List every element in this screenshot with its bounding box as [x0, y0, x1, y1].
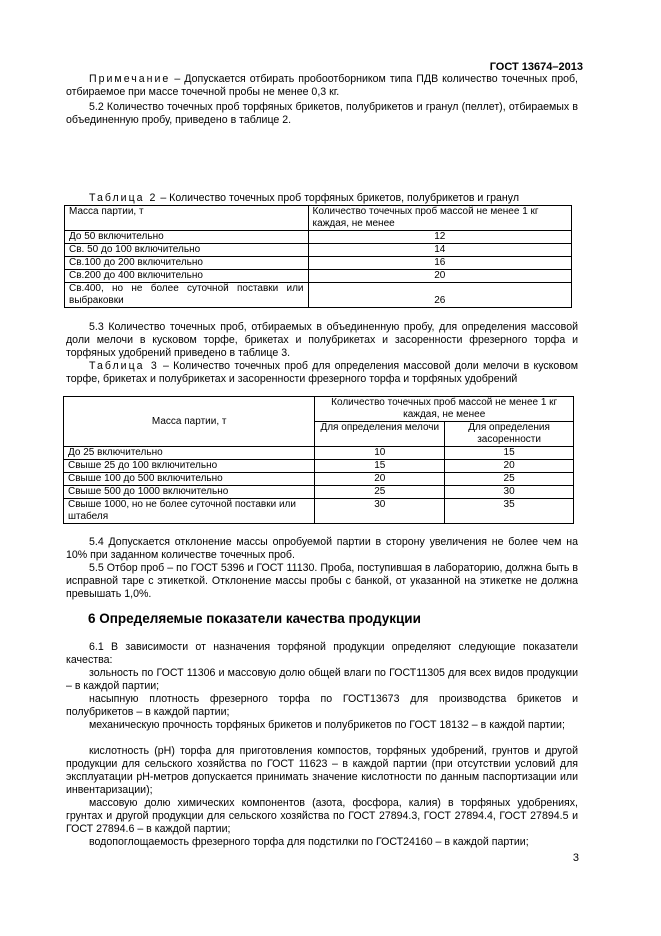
table-row	[64, 486, 574, 499]
table-cell: Свыше 100 до 500 включительно	[64, 473, 315, 486]
table-cell: Свыше 1000, но не более суточной поставки или штабеля	[64, 499, 315, 524]
table2-header-count: Количество точечных проб массой не менее 1 кг каждая, не менее	[308, 206, 571, 231]
table-cell: 15	[445, 447, 574, 460]
section-heading: 6 Определяемые показатели качества продукции	[88, 611, 421, 626]
page-number: 3	[572, 852, 579, 864]
table2-caption-label: Таблица 2	[89, 192, 158, 204]
table-cell: 12	[308, 231, 571, 244]
table-cell: 20	[308, 270, 571, 283]
list-item: кислотность (pH) торфа для приготовления компостов, торфяных удобрений, грунтов и другой продукции для сельского хозяйства по ГОСТ 11623 – в каждой партии (при отсутствии условий для эксплуатации pH-метров допускается принимать значение кислотности по данным паспортизации или инвентаризации);	[66, 745, 578, 796]
table-row	[65, 283, 572, 308]
table-cell: Св. 50 до 100 включительно	[65, 244, 309, 257]
list-item: зольность по ГОСТ 11306 и массовую долю общей влаги по ГОСТ11305 для всех видов продукции – в каждой партии;	[66, 667, 578, 692]
list-item: насыпную плотность фрезерного торфа по ГОСТ13673 для производства брикетов и полубрикетов – в каждой партии;	[66, 693, 578, 718]
table-3	[63, 396, 574, 524]
table-cell: 25	[315, 486, 445, 499]
table-cell: 20	[445, 460, 574, 473]
table-row	[64, 473, 574, 486]
table-cell: 10	[315, 447, 445, 460]
list-item: массовую долю химических компонентов (азота, фосфора, калия) в торфяных удобрениях, грунтах и другой продукции для сельского хозяйства по ГОСТ 27894.3, ГОСТ 27894.4, ГОСТ 27894.5 и ГОСТ 27894.6 – в каждой партии;	[66, 797, 578, 835]
table-row	[64, 499, 574, 524]
table3-header-count: Количество точечных проб массой не менее 1 кг каждая, не менее	[315, 397, 574, 422]
table-cell: 30	[445, 486, 574, 499]
table3-caption-text: – Количество точечных проб для определения массовой доли мелочи в кусковом торфе, брикетах и полубрикетах и засоренности фрезерного торфа и торфяных удобрений	[66, 360, 578, 385]
paragraph-5-5: 5.5 Отбор проб – по ГОСТ 5396 и ГОСТ 11130. Проба, поступившая в лабораторию, должна быть в исправной таре с этикеткой. Отклонение массы пробы с банкой, от указанной на этикетке не должна превышать 1,0%.	[66, 562, 578, 600]
table-row	[65, 244, 572, 257]
table-cell: До 25 включительно	[64, 447, 315, 460]
list-item: механическую прочность торфяных брикетов и полубрикетов по ГОСТ 18132 – в каждой партии;	[89, 719, 565, 731]
paragraph-5-4: 5.4 Допускается отклонение массы опробуемой партии в сторону увеличения не более чем на 10% при заданном количестве точечных проб.	[66, 536, 578, 561]
table3-subheader-contamination: Для определения засоренности	[445, 422, 574, 447]
table3-header-mass: Масса партии, т	[64, 397, 315, 447]
table-cell: 16	[308, 257, 571, 270]
table-cell: 26	[308, 283, 571, 308]
table-cell: Свыше 500 до 1000 включительно	[64, 486, 315, 499]
table3-caption-label: Таблица 3	[89, 360, 159, 372]
table-row	[64, 447, 574, 460]
table-cell: Св.200 до 400 включительно	[65, 270, 309, 283]
table-row	[65, 257, 572, 270]
list-item: водопоглощаемость фрезерного торфа для подстилки по ГОСТ24160 – в каждой партии;	[89, 836, 529, 848]
table2-caption-text: – Количество точечных проб торфяных брикетов, полубрикетов и гранул	[157, 192, 520, 204]
paragraph-6-1: 6.1 В зависимости от назначения торфяной продукции определяют следующие показатели качества:	[66, 641, 578, 666]
table2-header-mass: Масса партии, т	[65, 206, 309, 231]
table-cell: 20	[315, 473, 445, 486]
note-label: Примечание	[89, 73, 171, 85]
paragraph-5-3: 5.3 Количество точечных проб, отбираемых в объединенную пробу, для определения массовой доли мелочи в кусковом торфе, брикетах и полубрикетах и засоренности фрезерного торфа и торфяных удобрений приведено в таблице 3.	[66, 321, 578, 359]
table3-subheader-fines: Для определения мелочи	[315, 422, 445, 447]
document-header: ГОСТ 13674–2013	[489, 61, 583, 73]
table3-caption	[66, 360, 578, 386]
table-row	[64, 460, 574, 473]
table-cell: 15	[315, 460, 445, 473]
table-cell: Св.100 до 200 включительно	[65, 257, 309, 270]
table-2	[64, 205, 572, 308]
table-cell: 14	[308, 244, 571, 257]
table-cell: 35	[445, 499, 574, 524]
paragraph-5-2: 5.2 Количество точечных проб торфяных брикетов, полубрикетов и гранул (пеллет), отбираемых в объединенную пробу, приведено в таблице 2.	[66, 101, 578, 126]
table-cell: 25	[445, 473, 574, 486]
table-cell: Свыше 25 до 100 включительно	[64, 460, 315, 473]
table-row	[65, 270, 572, 283]
note-paragraph	[66, 73, 578, 99]
table-row	[65, 231, 572, 244]
table2-caption	[66, 192, 578, 205]
table-cell: Св.400, но не более суточной поставки или выбраковки	[65, 283, 309, 308]
note-text: – Допускается отбирать пробоотборником типа ПДВ количество точечных проб, отбираемое при массе точечной пробы не менее 0,3 кг.	[66, 73, 578, 98]
table-cell: 30	[315, 499, 445, 524]
table-cell: До 50 включительно	[65, 231, 309, 244]
